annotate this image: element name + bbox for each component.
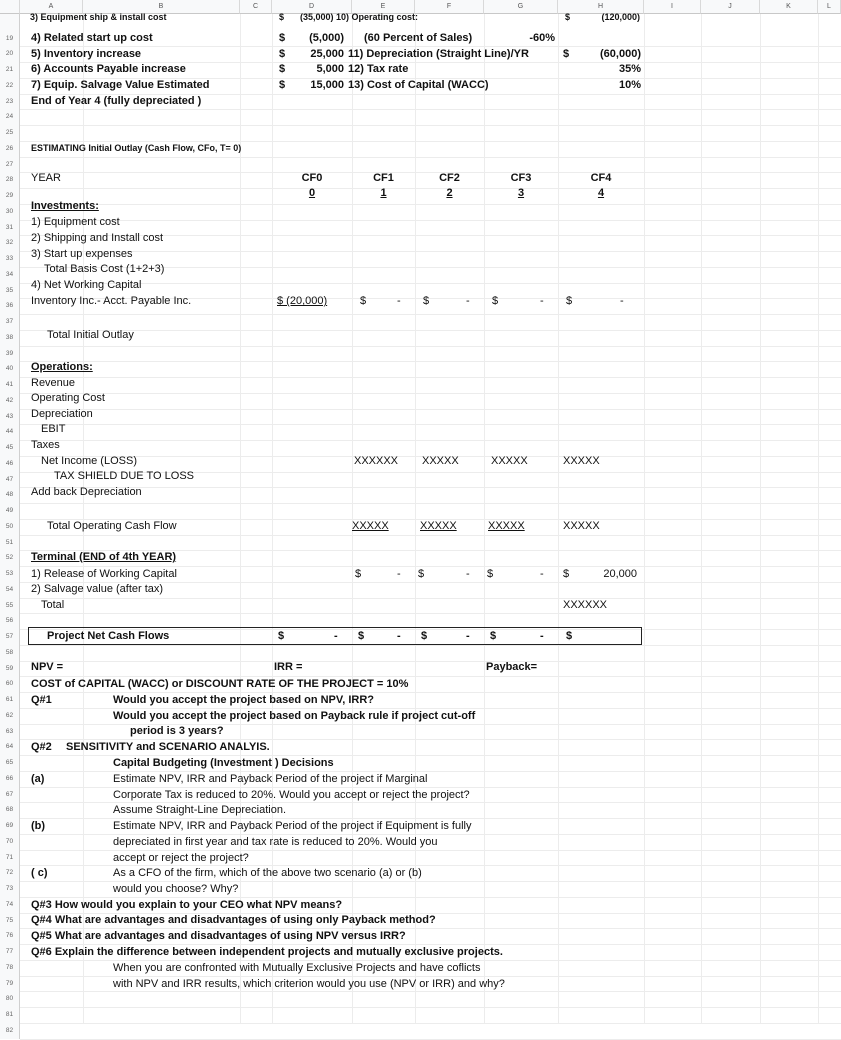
inv-cf1-dash: - <box>397 295 401 307</box>
operations-title: Operations: <box>31 361 93 373</box>
year-label: YEAR <box>31 172 61 184</box>
row-header[interactable]: 40 <box>0 361 20 377</box>
net-cf4-dollar: $ <box>566 630 573 642</box>
wacc-value: 10% <box>618 79 641 91</box>
qc-line2: would you choose? Why? <box>113 883 239 895</box>
row-header[interactable]: 39 <box>0 346 20 362</box>
row-header[interactable]: 33 <box>0 251 20 267</box>
inv-cf2-dollar: $ <box>423 295 430 307</box>
row-header[interactable]: 52 <box>0 550 20 566</box>
row-header[interactable]: 44 <box>0 424 20 440</box>
row-header[interactable]: 23 <box>0 94 20 110</box>
inv-cf1-dollar: $ <box>360 295 367 307</box>
row-header[interactable]: 75 <box>0 913 20 929</box>
row-header[interactable]: 24 <box>0 109 20 125</box>
qa-line3: Assume Straight-Line Depreciation. <box>113 804 287 816</box>
row-header[interactable]: 34 <box>0 267 20 283</box>
row-header[interactable]: 72 <box>0 865 20 881</box>
row-header[interactable]: 21 <box>0 62 20 78</box>
payback-label: Payback= <box>486 661 538 673</box>
qc-line1: As a CFO of the firm, which of the above two scenario (a) or (b) <box>113 867 422 879</box>
ocf-cf2: XXXXX <box>420 520 457 532</box>
gridline <box>20 1039 841 1040</box>
row-header[interactable]: 82 <box>0 1023 20 1039</box>
row-header[interactable]: 35 <box>0 283 20 299</box>
net-cf0-dash: - <box>334 630 338 642</box>
row-header[interactable]: 71 <box>0 850 20 866</box>
depreciation-value: (60,000) <box>600 48 641 60</box>
related-startup-value: (5,000) <box>309 32 344 44</box>
row-header[interactable]: 59 <box>0 661 20 677</box>
inv-cf3-dollar: $ <box>492 295 499 307</box>
equipment-cost: 1) Equipment cost <box>31 216 120 228</box>
release-wc-h: 20,000 <box>603 568 637 580</box>
row-header[interactable]: 61 <box>0 692 20 708</box>
row-header[interactable]: 54 <box>0 582 20 598</box>
payable-value: 5,000 <box>316 63 344 75</box>
related-startup-label: 4) Related start up cost <box>31 32 153 44</box>
row-header[interactable]: 30 <box>0 204 20 220</box>
terminal-total-h: XXXXXX <box>563 599 608 611</box>
row-header[interactable]: 48 <box>0 487 20 503</box>
net-cf-label: Project Net Cash Flows <box>47 630 170 642</box>
taxes-label: Taxes <box>31 439 60 451</box>
row-header[interactable]: 74 <box>0 897 20 913</box>
inventory-label: 5) Inventory increase <box>31 48 142 60</box>
cut-dollar-g: $ <box>565 12 571 22</box>
gridline <box>20 409 841 410</box>
column-header-c[interactable]: C <box>240 0 272 14</box>
cut-label: 3) Equipment ship & install cost <box>30 12 167 22</box>
npv-label: NPV = <box>31 661 64 673</box>
salvage-value: 15,000 <box>310 79 344 91</box>
nwc-label: 4) Net Working Capital <box>31 279 142 291</box>
wacc-label: 13) Cost of Capital (WACC) <box>348 79 489 91</box>
column-header-l[interactable]: L <box>818 0 841 14</box>
depreciation-dollar: $ <box>563 48 570 60</box>
row-header[interactable]: 80 <box>0 991 20 1007</box>
revenue-label: Revenue <box>31 377 76 389</box>
row-header[interactable]: 42 <box>0 393 20 409</box>
gridline <box>20 157 841 158</box>
row-header[interactable]: 81 <box>0 1007 20 1023</box>
row-header[interactable]: 77 <box>0 944 20 960</box>
ebit-label: EBIT <box>41 423 66 435</box>
term-cf1-dollar: $ <box>355 568 362 580</box>
q3-text: Q#3 How would you explain to your CEO what NPV means? <box>31 899 343 911</box>
opcost-note: (60 Percent of Sales) <box>364 32 473 44</box>
row-header[interactable]: 28 <box>0 172 20 188</box>
q1-line3: period is 3 years? <box>130 725 224 737</box>
ocf-cf1: XXXXX <box>352 520 389 532</box>
qa-line2: Corporate Tax is reduced to 20%. Would you accept or reject the project? <box>113 789 470 801</box>
gridline <box>20 487 841 488</box>
inventory-value: 25,000 <box>310 48 344 60</box>
inventory-cf0: $ (20,000) <box>277 295 328 307</box>
gridline <box>20 283 841 284</box>
net-cf0-dollar: $ <box>278 630 285 642</box>
cost-of-capital: COST of CAPITAL (WACC) or DISCOUNT RATE OF THE PROJECT = 10% <box>31 678 409 690</box>
net-cf2-dollar: $ <box>421 630 428 642</box>
ocf-cf3: XXXXX <box>488 520 525 532</box>
net-cf3-dash: - <box>540 630 544 642</box>
qa-line1: Estimate NPV, IRR and Payback Period of the project if Marginal <box>113 773 428 785</box>
gridline <box>20 661 841 662</box>
gridline <box>20 991 841 992</box>
column-header-i[interactable]: I <box>644 0 701 14</box>
row-header[interactable]: 60 <box>0 676 20 692</box>
net-income-label: Net Income (LOSS) <box>41 455 137 467</box>
row-header[interactable]: 38 <box>0 330 20 346</box>
q6-text: Q#6 Explain the difference between independent projects and mutually exclusive projects. <box>31 946 503 958</box>
cf4-header: CF4 <box>590 172 612 184</box>
row-header[interactable]: 41 <box>0 377 20 393</box>
term-cf1-dash: - <box>397 568 401 580</box>
row-header[interactable] <box>0 14 20 31</box>
column-header-f[interactable]: F <box>415 0 484 14</box>
row-header[interactable]: 79 <box>0 976 20 992</box>
gridline <box>20 220 841 221</box>
gridline <box>20 503 841 504</box>
row-header[interactable]: 32 <box>0 235 20 251</box>
row-header[interactable]: 25 <box>0 125 20 141</box>
related-startup-dollar: $ <box>279 32 286 44</box>
column-header-h[interactable]: H <box>558 0 644 14</box>
term-cf3-dollar: $ <box>487 568 494 580</box>
opcost-pct: -60% <box>529 32 555 44</box>
investments-label: Investments: <box>31 200 99 212</box>
shipping-cost: 2) Shipping and Install cost <box>31 232 164 244</box>
qb-line1: Estimate NPV, IRR and Payback Period of the project if Equipment is fully <box>113 820 472 832</box>
gridline <box>20 393 841 394</box>
cut-dollar: $ <box>279 12 285 22</box>
payable-label: 6) Accounts Payable increase <box>31 63 186 75</box>
cf4-year: 4 <box>597 187 605 199</box>
corner-cell[interactable] <box>0 0 20 14</box>
row-header[interactable]: 67 <box>0 787 20 803</box>
column-header-g[interactable]: G <box>484 0 558 14</box>
net-cf3-dollar: $ <box>490 630 497 642</box>
addback-label: Add back Depreciation <box>31 486 142 498</box>
row-header[interactable]: 22 <box>0 78 20 94</box>
tax-shield-label: TAX SHIELD DUE TO LOSS <box>54 470 194 482</box>
q1-line2: Would you accept the project based on Payback rule if project cut-off <box>113 710 476 722</box>
depreciation-row-label: Depreciation <box>31 408 93 420</box>
row-header[interactable]: 36 <box>0 298 20 314</box>
q1-line1: Would you accept the project based on NPV, IRR? <box>113 694 374 706</box>
terminal-total-label: Total <box>41 599 65 611</box>
q2-subtitle: Capital Budgeting (Investment ) Decisions <box>113 757 334 769</box>
q6-line2: with NPV and IRR results, which criterion would you use (NPV or IRR) and why? <box>113 978 505 990</box>
gridline <box>20 1007 841 1008</box>
ni-cf2: XXXXX <box>422 455 459 467</box>
cf3-header: CF3 <box>510 172 532 184</box>
row-header[interactable]: 66 <box>0 771 20 787</box>
inv-cf4-dollar: $ <box>566 295 573 307</box>
startup-expenses: 3) Start up expenses <box>31 248 133 260</box>
salvage-dollar: $ <box>279 79 286 91</box>
row-header[interactable]: 63 <box>0 724 20 740</box>
row-header[interactable]: 78 <box>0 960 20 976</box>
cf1-year: 1 <box>380 187 387 199</box>
ni-cf3: XXXXX <box>491 455 528 467</box>
depreciation-label: 11) Depreciation (Straight Line)/YR <box>348 48 529 60</box>
net-cf1-dollar: $ <box>358 630 365 642</box>
q1-label: Q#1 <box>31 694 52 706</box>
row-header[interactable]: 50 <box>0 519 20 535</box>
cf1-header: CF1 <box>373 172 394 184</box>
row-header[interactable]: 56 <box>0 613 20 629</box>
inv-cf3-dash: - <box>540 295 544 307</box>
column-header-a[interactable]: A <box>20 0 83 14</box>
q2-label: Q#2 <box>31 741 52 753</box>
row-header[interactable]: 53 <box>0 566 20 582</box>
column-header-j[interactable]: J <box>701 0 760 14</box>
cf0-header: CF0 <box>301 172 323 184</box>
salvage-after-tax-label: 2) Salvage value (after tax) <box>31 583 164 595</box>
gridline <box>20 440 841 441</box>
gridline <box>20 346 841 347</box>
row-header[interactable]: 43 <box>0 409 20 425</box>
q4-text: Q#4 What are advantages and disadvantages of using only Payback method? <box>31 914 436 926</box>
row-header[interactable]: 64 <box>0 739 20 755</box>
gridline <box>20 613 841 614</box>
row-header[interactable]: 57 <box>0 629 20 645</box>
cf0-year: 0 <box>308 187 316 199</box>
opcost-label: Operating Cost <box>31 392 105 404</box>
ni-cf1: XXXXXX <box>354 455 399 467</box>
row-header[interactable]: 65 <box>0 755 20 771</box>
qc-label: ( c) <box>31 867 48 879</box>
gridline <box>20 377 841 378</box>
inventory-dollar: $ <box>279 48 286 60</box>
gridline <box>20 424 841 425</box>
total-ocf-label: Total Operating Cash Flow <box>47 520 177 532</box>
column-header-k[interactable]: K <box>760 0 818 14</box>
net-cf1-dash: - <box>397 630 401 642</box>
row-header[interactable]: 58 <box>0 645 20 661</box>
row-header[interactable]: 47 <box>0 472 20 488</box>
payable-dollar: $ <box>279 63 286 75</box>
q2-title: SENSITIVITY and SCENARIO ANALYIS. <box>66 741 270 753</box>
gridline <box>20 109 841 110</box>
q6-line1: When you are confronted with Mutually Exclusive Projects and have coflicts <box>113 962 481 974</box>
q5-text: Q#5 What are advantages and disadvantages of using NPV versus IRR? <box>31 930 406 942</box>
gridline <box>20 330 841 331</box>
cf2-header: CF2 <box>439 172 460 184</box>
taxrate-label: 12) Tax rate <box>348 63 409 75</box>
row-header[interactable]: 49 <box>0 503 20 519</box>
row-header[interactable]: 31 <box>0 220 20 236</box>
row-header[interactable]: 20 <box>0 46 20 62</box>
cut-value: (35,000) 10) Operating cost: <box>300 12 419 22</box>
term-cf2-dollar: $ <box>418 568 425 580</box>
row-header[interactable]: 46 <box>0 456 20 472</box>
net-cf2-dash: - <box>466 630 470 642</box>
total-initial-label: Total Initial Outlay <box>47 329 134 341</box>
row-header[interactable]: 70 <box>0 834 20 850</box>
term-cf4-dollar: $ <box>563 568 570 580</box>
irr-label: IRR = <box>274 661 303 673</box>
gridline <box>20 598 841 599</box>
qb-label: (b) <box>31 820 46 832</box>
qb-line2: depreciated in first year and tax rate is reduced to 20%. Would you <box>113 836 438 848</box>
row-header[interactable]: 19 <box>0 31 20 47</box>
ocf-cf4: XXXXX <box>563 520 600 532</box>
term-cf2-dash: - <box>466 568 470 580</box>
qb-line3: accept or reject the project? <box>113 852 249 864</box>
row-header[interactable]: 45 <box>0 440 20 456</box>
row-header[interactable]: 51 <box>0 535 20 551</box>
gridline <box>20 361 841 362</box>
qa-label: (a) <box>31 773 45 785</box>
year4-label: End of Year 4 (fully depreciated ) <box>31 95 202 107</box>
row-header[interactable]: 68 <box>0 802 20 818</box>
cf2-year: 2 <box>446 187 453 199</box>
row-header[interactable]: 73 <box>0 881 20 897</box>
row-header[interactable]: 69 <box>0 818 20 834</box>
release-wc-label: 1) Release of Working Capital <box>31 568 177 580</box>
salvage-label: 7) Equip. Salvage Value Estimated <box>31 79 210 91</box>
terminal-title: Terminal (END of 4th YEAR) <box>31 551 177 563</box>
row-header[interactable]: 27 <box>0 157 20 173</box>
inventory-inc-label: Inventory Inc.- Acct. Payable Inc. <box>31 295 192 307</box>
row-header[interactable]: 76 <box>0 928 20 944</box>
taxrate-value: 35% <box>618 63 641 75</box>
column-header-d[interactable]: D <box>272 0 352 14</box>
total-basis: Total Basis Cost (1+2+3) <box>44 263 165 275</box>
gridline <box>20 535 841 536</box>
ni-cf4: XXXXX <box>563 455 600 467</box>
gridline <box>20 314 841 315</box>
outlay-title: ESTIMATING Initial Outlay (Cash Flow, CFo, T= 0) <box>31 143 242 153</box>
row-header[interactable]: 37 <box>0 314 20 330</box>
cut-value-h: (120,000) <box>601 12 640 22</box>
inv-cf2-dash: - <box>466 295 470 307</box>
row-header[interactable]: 62 <box>0 708 20 724</box>
gridline <box>20 125 841 126</box>
row-header[interactable]: 26 <box>0 141 20 157</box>
row-header[interactable]: 29 <box>0 188 20 204</box>
gridline <box>20 204 841 205</box>
inv-cf4-dash: - <box>620 295 624 307</box>
row-header[interactable]: 55 <box>0 598 20 614</box>
term-cf3-dash: - <box>540 568 544 580</box>
column-header-e[interactable]: E <box>352 0 415 14</box>
gridline <box>20 251 841 252</box>
cf3-year: 3 <box>517 187 525 199</box>
column-header-b[interactable]: B <box>83 0 240 14</box>
